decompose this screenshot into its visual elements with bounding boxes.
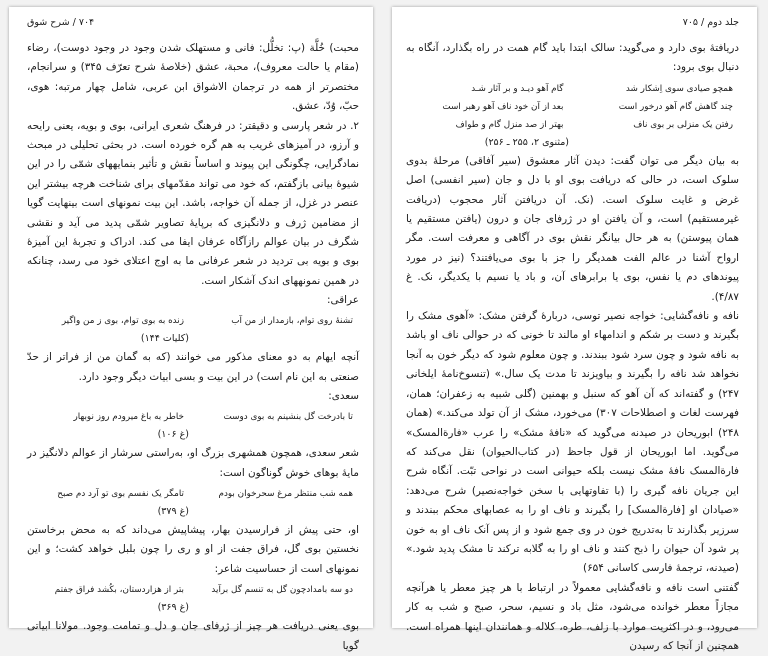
hemistich: زنده به بوی توام، بوی ز من واگیر [61, 316, 184, 327]
page-header [27, 7, 359, 39]
verse [33, 485, 353, 503]
citation: (مثنوی ۲، ۲۵۵ ـ ۲۵۶) [484, 136, 569, 148]
page-number-title: جلد دوم / ۷۰۵ [682, 17, 739, 28]
paragraph: بوی یعنی دریافت هر چیز از ژرفای جان و دل و تمامت وجود. مولانا ابیاتی گویا [27, 620, 359, 652]
verse [33, 408, 353, 426]
hemistich: دو سه بامدادچون گل به تنسم گل برآید [211, 585, 353, 596]
paragraph: گفتنی است نافه و نافه‌گشایی معمولاً در ارتباط با هر چیز معطر یا هرآنچه مجازاً معطر خوانده می‌شود، مثل باد و نسیم، سحر، صبح و شب به کار می‌رود، و در اکثریت موارد با زلف، طره، کلاله و همانندان اینها همراه است. همچنین از آنجا که رسیدن [406, 581, 739, 652]
hemistich: بتر از هزاردستان، بکُشد فراق جفتم [54, 585, 184, 596]
citation: (کلیات ۱۴۴) [140, 333, 189, 345]
hemistich: گام آهو دیـد و بر آثار شـد [471, 83, 564, 94]
verse [33, 581, 353, 599]
verse [33, 312, 353, 330]
hemistich: چند گاهش گام آهو درخور است [618, 101, 733, 112]
poet-label: سعدی: [328, 390, 359, 403]
hemistich: همچو صیادی سوی اِشکار شد [625, 83, 733, 94]
right-page [392, 7, 757, 652]
citation: (غ ۱۰۶) [157, 429, 189, 441]
paragraph: او، حتی پیش از فرارسیدن بهار، پیشاپیش می‌داند که به محض برخاستن نخستین بوی گل، فراق جفت از او و ری را چون بلبل خواهد کشت؛ و این نمونهای است از حساسیت شاعر: [27, 523, 359, 575]
page-number-title: ۷۰۴ / شرح شوق [27, 17, 95, 28]
hemistich: بعد از آن خود ناف آهو رهبر است [442, 101, 564, 112]
hemistich: تامگر یک نفسم بوی تو آرد دم صبح [57, 488, 184, 499]
paragraph: نافه و نافه‌گشایی: خواجه نصیر توسی، دربارهٔ گرفتن مشک: «آهوی مشک را بگیرند و دست بر شکم و اندامهاء او مالند تا خونی که در حوالی ناف او باشد به نافه شود و چون سرد شود ببندند. و چون معلوم شود که دیگر خون به آنجا نخواهد شد نافه را بگیرند و بیاویزند تا مدت یک سال.» (تنسوخ‌نامهٔ ایلخانی ۲۴۷) و گفته‌اند که آن آهو که سنبل و بهمنین (گلی شبیه به زعفران؛ همان، فهرست لغات و اصطلاحات ۳۰۷) می‌خورد، مشک از آن تولد می‌کند.» (همان ۲۴۸) ابوریحان در صیدنه می‌گوید که «نافهٔ مشک» را عرب «فارة‌المسک» می‌گوید. اما ابوریحان از قول جاحظ (در کتاب‌الحیوان) نقل می‌کند که فارة‌المسک نافهٔ مشک نیست بلکه حیوانی است در نواحی تبّت. آنگاه شرح این جریان نافه گیری را (با تفاوتهایی با سخن خواجه‌نصیر) شرح می‌دهد: «صیادان او [فارة‌المسک] را بگیرند و ناف او را به عصابهای محکم ببندند و سرزیر بگذارند تا به‌تدریج خون در وی جمع شود و از پس آنک ناف او به خون پر شود آن حیوان را ذبح کنند و ناف او را به گلابه ترکند تا مشک پدید شود.» (صیدنه، ترجمهٔ فارسی کاسانی ۶۵۴) [406, 310, 739, 575]
left-page [9, 7, 373, 652]
hemistich: رفتن یک منزلی بر بوی ناف [633, 119, 733, 130]
paragraph: ۲. در شعر پارسی و دقیقتر: در فرهنگ شعری ایرانی، بوی و بویه، یعنی رایحه و آرزو، در آمیزهای غریب به هم گره خورده است. در بحثی تحلیلی در مبحث نمادگرایی، چگونگی این پیوند و اساساً نقش و تأثیر بنمایههای شمّی را در این شیوهٔ بیانی بازگفتم، که خود می تواند مقدّمهای برای شناخت هرچه بیشتر این عنصر در غزل، از جمله آن خواجه، باشد. این بیت نمونهای است بینهایت گویا از مضامین ژرف و دلانگیزی که برپایهٔ تصاویر شمّی پدید می آید و نقشی شگرف در بیان عوالم رازآگاه عرفان ایفا می کند. ادراک و تجربهٔ این آمیزهٔ بوی و بویه بی تردید در شعر عرفانی ما به اوج اعتلای خود می رسد، چنانکه در همین نمونههای اندک آشکار است. [27, 119, 359, 287]
hemistich: تا بادرخت گل بنشینم به بوی دوست [223, 412, 353, 423]
poet-label: عراقی: [327, 294, 359, 307]
paragraph: آنچه ایهام به دو معنای مذکور می خوانند (که به گمان من از فراتر از حدّ صنعتی به این نام است) در این بیت و بسی ابیات دیگر وجود دارد. [27, 351, 359, 383]
paragraph: به بیان دیگر می توان گفت: دیدن آثار معشوق (سیر آفاقی) مرحلهٔ بدوی سلوک است، در حالی که دریافت بوی او با دل و جان (سیر انفسی) اصل غرض و غایت سلوک است. (نک. آن دریافتن آثار محجوب (دریافت غیرمستقیم) است، و آن یافتن او در ژرفای جان و درون (یافتن مستقیم یا همان پیوستن) به هر حال بیانگر نقش بوی در آگاهی و معرفت است. مگر ارواح آشنا در عالم الفت همدیگر را جز با بوی می‌یافتند؟ (نیز در مورد پیوندهای دم یا نفس، بوی یا برابرهای آن، و باد یا نسیم با یکدیگر، نک. غ ۴/۸۷). [406, 154, 739, 303]
hemistich: تشنهٔ روی توام، بازمدار از من آب [231, 316, 353, 327]
citation: (غ ۳۶۹) [157, 602, 189, 614]
hemistich: بهتر از صد منزل گام و طواف [455, 119, 564, 130]
paragraph: محبت) خُلَّة (پ: تخلُّل: فانی و مستهلک شدن وجود در وجود دوست)، رضاء (مقام یا حالت معروف)، محبة، عشق (خلاصهٔ شرح تعرّف ۳۴۵) و سرانجام، مختصرتر از همه در ترجمان الاشواق ابن عربی، شامل چهار مرتبه: هوی، حبّ، وُدّ، عشق. [27, 42, 359, 113]
page-body [406, 39, 739, 656]
paragraph: شعر سعدی، همچون همشهری بزرگ او، به‌راستی سرشار از عوالم دلانگیز در مایهٔ بوهای خوش گوناگون است: [27, 447, 359, 479]
verse [412, 80, 733, 134]
citation: (غ ۳۷۹) [157, 505, 189, 517]
page-header [406, 7, 739, 39]
hemistich: خاطر به باغ میرودم روز نوبهار [73, 412, 184, 423]
page-body [27, 39, 359, 656]
paragraph: دریافتهٔ بوی دارد و می‌گوید: سالک ابتدا باید گام همت در راه بگذارد، آنگاه به دنبال بوی برود: [406, 42, 739, 74]
hemistich: همه شب منتظر مرغ سحرخوان بودم [218, 488, 353, 499]
